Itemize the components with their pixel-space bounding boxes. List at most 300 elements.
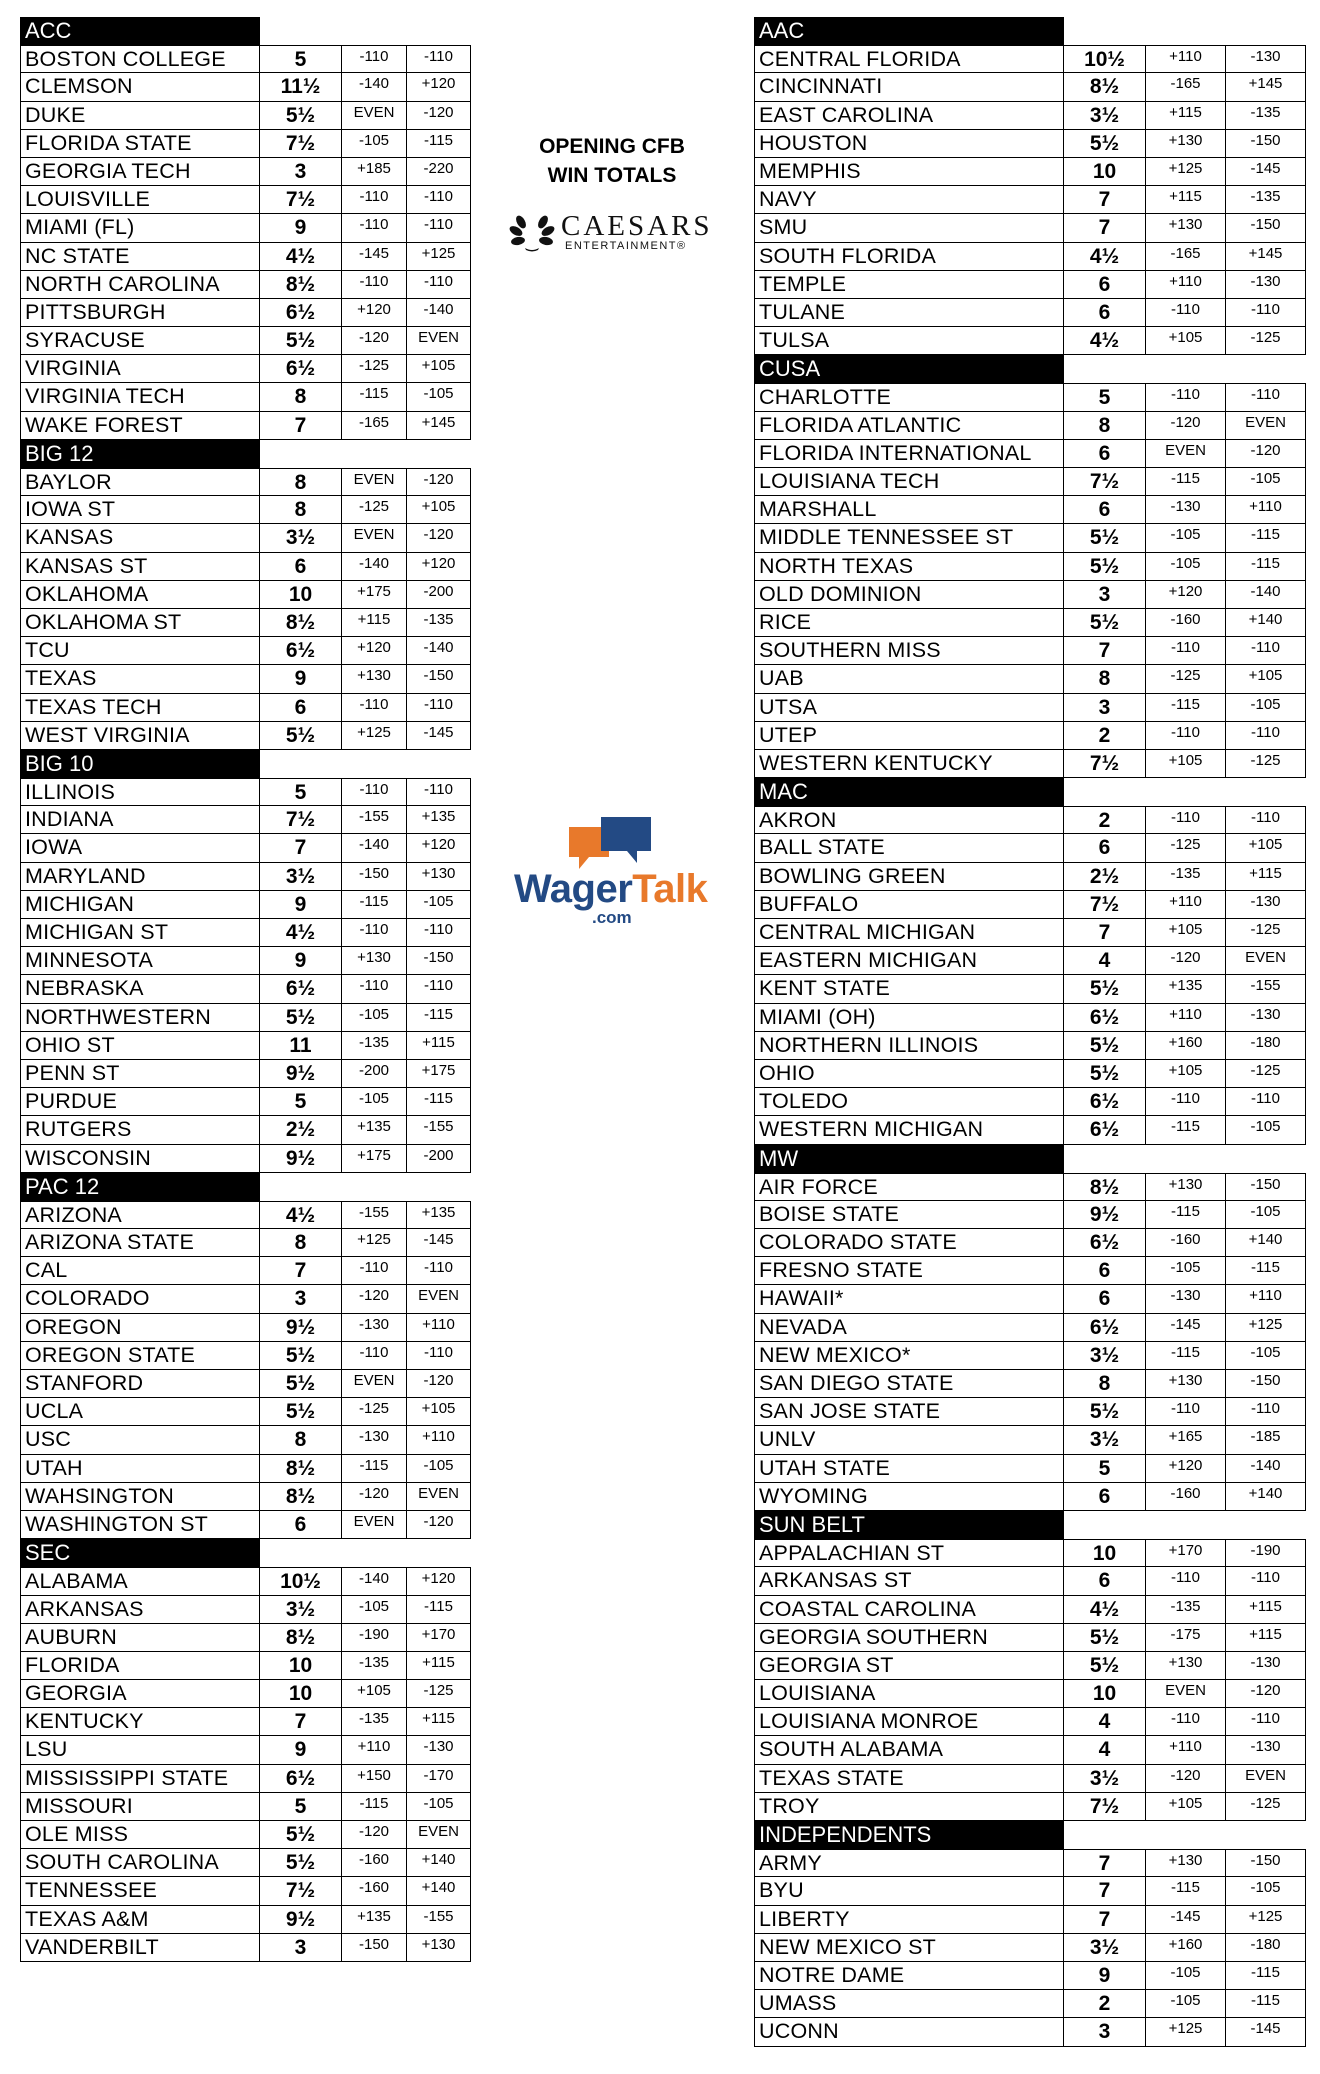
caesars-brand-name: CAESARS: [561, 210, 713, 242]
under-odds: +145: [1226, 243, 1306, 271]
table-row: [20, 665, 471, 693]
team-name: OLE MISS: [20, 1821, 260, 1849]
win-total: 8½: [1064, 1173, 1146, 1201]
over-odds: +130: [342, 947, 407, 975]
over-odds: -135: [1146, 863, 1226, 891]
under-odds: -105: [1226, 468, 1306, 496]
team-name: MEMPHIS: [754, 158, 1064, 186]
wagertalk-wordmark: [514, 867, 707, 912]
conference-name: SUN BELT: [754, 1511, 1064, 1539]
table-row: [754, 243, 1306, 271]
under-odds: -150: [1226, 214, 1306, 242]
under-odds: +140: [407, 1877, 471, 1905]
team-name: ILLINOIS: [20, 778, 260, 806]
win-total: 11½: [260, 73, 342, 101]
over-odds: -115: [1146, 1342, 1226, 1370]
over-odds: -110: [1146, 1088, 1226, 1116]
team-name: TEXAS TECH: [20, 694, 260, 722]
table-row: [754, 722, 1306, 750]
under-odds: -145: [407, 1229, 471, 1257]
win-total: 4: [1064, 1736, 1146, 1764]
table-row: [754, 468, 1306, 496]
win-total: 8: [1064, 412, 1146, 440]
under-odds: -110: [407, 45, 471, 73]
table-row: [20, 891, 471, 919]
table-row: [20, 1680, 471, 1708]
win-total: 5½: [1064, 130, 1146, 158]
table-row: [754, 665, 1306, 693]
under-odds: -140: [1226, 581, 1306, 609]
under-odds: -145: [1226, 2018, 1306, 2046]
team-name: SAN JOSE STATE: [754, 1398, 1064, 1426]
under-odds: -115: [1226, 524, 1306, 552]
win-total: 5½: [1064, 553, 1146, 581]
win-total: 2½: [1064, 863, 1146, 891]
under-odds: -155: [407, 1906, 471, 1934]
team-name: RICE: [754, 609, 1064, 637]
under-odds: -110: [407, 214, 471, 242]
table-row: [754, 637, 1306, 665]
team-name: BOWLING GREEN: [754, 863, 1064, 891]
team-name: DUKE: [20, 102, 260, 130]
table-row: [20, 186, 471, 214]
team-name: ARKANSAS ST: [754, 1567, 1064, 1595]
team-name: MISSOURI: [20, 1793, 260, 1821]
table-row: [754, 1455, 1306, 1483]
conference-header: [20, 750, 471, 778]
wagertalk-word-2: Talk: [632, 867, 708, 911]
win-total: 7½: [1064, 750, 1146, 778]
table-row: [754, 73, 1306, 101]
table-row: [20, 1257, 471, 1285]
win-total: 8: [260, 1426, 342, 1454]
under-odds: +105: [407, 355, 471, 383]
over-odds: -160: [1146, 609, 1226, 637]
table-row: [20, 581, 471, 609]
table-row: [754, 1314, 1306, 1342]
team-name: NC STATE: [20, 243, 260, 271]
over-odds: +110: [1146, 45, 1226, 73]
win-total: 5: [260, 778, 342, 806]
win-total: 9: [260, 214, 342, 242]
table-row: [20, 1821, 471, 1849]
team-name: WAHSINGTON: [20, 1483, 260, 1511]
win-total: 10½: [1064, 45, 1146, 73]
over-odds: -165: [1146, 243, 1226, 271]
table-row: [20, 806, 471, 834]
over-odds: -190: [342, 1624, 407, 1652]
team-name: WISCONSIN: [20, 1145, 260, 1173]
win-total: 4½: [260, 1201, 342, 1229]
win-total: 9½: [260, 1314, 342, 1342]
over-odds: +120: [342, 637, 407, 665]
win-total: 8: [260, 496, 342, 524]
under-odds: -135: [1226, 102, 1306, 130]
team-name: TEXAS A&M: [20, 1906, 260, 1934]
under-odds: -105: [1226, 694, 1306, 722]
over-odds: -135: [342, 1032, 407, 1060]
win-total: 5: [1064, 383, 1146, 411]
under-odds: -105: [1226, 1877, 1306, 1905]
table-row: [754, 1962, 1306, 1990]
team-name: NOTRE DAME: [754, 1962, 1064, 1990]
conference-header: [754, 1145, 1306, 1173]
table-row: [20, 1398, 471, 1426]
over-odds: -105: [342, 1004, 407, 1032]
table-row: [20, 1849, 471, 1877]
team-name: EAST CAROLINA: [754, 102, 1064, 130]
over-odds: -115: [1146, 1116, 1226, 1144]
win-total: 7½: [1064, 468, 1146, 496]
table-row: [754, 1736, 1306, 1764]
under-odds: EVEN: [1226, 947, 1306, 975]
under-odds: -120: [1226, 1680, 1306, 1708]
table-row: [20, 243, 471, 271]
table-row: [754, 496, 1306, 524]
over-odds: +175: [342, 1145, 407, 1173]
team-name: WYOMING: [754, 1483, 1064, 1511]
over-odds: +150: [342, 1765, 407, 1793]
table-row: [754, 214, 1306, 242]
team-name: NEBRASKA: [20, 975, 260, 1003]
conference-header: [754, 1821, 1306, 1849]
under-odds: +140: [407, 1849, 471, 1877]
table-row: [20, 1934, 471, 1962]
win-total: 5: [260, 1793, 342, 1821]
under-odds: -180: [1226, 1934, 1306, 1962]
over-odds: -200: [342, 1060, 407, 1088]
under-odds: -110: [407, 778, 471, 806]
table-row: [20, 130, 471, 158]
team-name: OHIO ST: [20, 1032, 260, 1060]
table-row: [20, 1342, 471, 1370]
table-row: [20, 1652, 471, 1680]
under-odds: +140: [1226, 609, 1306, 637]
win-total: 8: [260, 1229, 342, 1257]
over-odds: -110: [1146, 722, 1226, 750]
over-odds: -160: [1146, 1483, 1226, 1511]
win-total: 3: [260, 1285, 342, 1313]
team-name: SOUTH FLORIDA: [754, 243, 1064, 271]
under-odds: -130: [1226, 271, 1306, 299]
team-name: MARSHALL: [754, 496, 1064, 524]
win-total: 7: [1064, 214, 1146, 242]
under-odds: -145: [407, 722, 471, 750]
table-row: [754, 1652, 1306, 1680]
win-total: 8½: [1064, 73, 1146, 101]
over-odds: -110: [342, 1257, 407, 1285]
over-odds: -120: [342, 327, 407, 355]
team-name: ARKANSAS: [20, 1596, 260, 1624]
over-odds: -125: [1146, 665, 1226, 693]
team-name: WESTERN MICHIGAN: [754, 1116, 1064, 1144]
win-total: 3½: [260, 863, 342, 891]
table-row: [754, 440, 1306, 468]
under-odds: -120: [407, 468, 471, 496]
team-name: UCLA: [20, 1398, 260, 1426]
under-odds: -200: [407, 581, 471, 609]
win-total: 7: [1064, 1877, 1146, 1905]
over-odds: -125: [342, 496, 407, 524]
promo-title-line-2: WIN TOTALS: [547, 164, 677, 187]
team-name: ARIZONA: [20, 1201, 260, 1229]
under-odds: -115: [407, 1596, 471, 1624]
table-row: [754, 975, 1306, 1003]
team-name: STANFORD: [20, 1370, 260, 1398]
under-odds: +125: [407, 243, 471, 271]
team-name: CENTRAL FLORIDA: [754, 45, 1064, 73]
team-name: COASTAL CAROLINA: [754, 1596, 1064, 1624]
over-odds: -160: [342, 1849, 407, 1877]
conference-header: [20, 440, 471, 468]
conference-name: BIG 10: [20, 750, 260, 778]
win-total: 7½: [260, 806, 342, 834]
table-row: [20, 778, 471, 806]
over-odds: +135: [1146, 975, 1226, 1003]
table-row: [754, 1624, 1306, 1652]
under-odds: -150: [1226, 1370, 1306, 1398]
over-odds: -145: [1146, 1906, 1226, 1934]
table-row: [754, 1539, 1306, 1567]
conference-header: [754, 17, 1306, 45]
win-total: 6½: [1064, 1088, 1146, 1116]
win-total: 7: [260, 1257, 342, 1285]
over-odds: -110: [342, 45, 407, 73]
over-odds: -130: [1146, 1285, 1226, 1313]
win-total: 5½: [260, 1821, 342, 1849]
under-odds: -110: [1226, 722, 1306, 750]
team-name: EASTERN MICHIGAN: [754, 947, 1064, 975]
table-row: [20, 975, 471, 1003]
table-row: [754, 947, 1306, 975]
win-total: 9: [260, 1736, 342, 1764]
table-row: [754, 45, 1306, 73]
table-row: [20, 1426, 471, 1454]
conference-name: BIG 12: [20, 440, 260, 468]
win-total: 9½: [260, 1060, 342, 1088]
table-row: [754, 1229, 1306, 1257]
over-odds: +130: [1146, 1370, 1226, 1398]
under-odds: -145: [1226, 158, 1306, 186]
under-odds: -130: [1226, 1004, 1306, 1032]
table-row: [754, 1596, 1306, 1624]
over-odds: -110: [342, 778, 407, 806]
team-name: FLORIDA: [20, 1652, 260, 1680]
win-total: 5: [260, 45, 342, 73]
win-total: 10½: [260, 1567, 342, 1595]
over-odds: -145: [342, 243, 407, 271]
team-name: LOUISVILLE: [20, 186, 260, 214]
team-name: CAL: [20, 1257, 260, 1285]
over-odds: +105: [1146, 919, 1226, 947]
under-odds: EVEN: [407, 1285, 471, 1313]
over-odds: -110: [342, 214, 407, 242]
table-row: [20, 1201, 471, 1229]
win-total: 5½: [1064, 1624, 1146, 1652]
table-row: [754, 1116, 1306, 1144]
under-odds: -115: [1226, 1990, 1306, 2018]
team-name: TEMPLE: [754, 271, 1064, 299]
under-odds: -150: [1226, 130, 1306, 158]
under-odds: +130: [407, 863, 471, 891]
table-row: [754, 1060, 1306, 1088]
team-name: BAYLOR: [20, 468, 260, 496]
win-total: 9½: [1064, 1201, 1146, 1229]
laurel-wreath-icon: [509, 214, 555, 252]
team-name: LSU: [20, 1736, 260, 1764]
conference-header: [20, 1173, 471, 1201]
over-odds: -115: [1146, 1877, 1226, 1905]
table-row: [20, 1596, 471, 1624]
table-row: [20, 214, 471, 242]
win-total: 6: [1064, 1483, 1146, 1511]
table-row: [754, 1426, 1306, 1454]
over-odds: +125: [1146, 158, 1226, 186]
win-total: 8: [260, 383, 342, 411]
under-odds: +115: [1226, 1624, 1306, 1652]
win-total: 4: [1064, 1708, 1146, 1736]
team-name: VANDERBILT: [20, 1934, 260, 1962]
under-odds: +110: [407, 1314, 471, 1342]
table-row: [754, 609, 1306, 637]
under-odds: -120: [407, 102, 471, 130]
over-odds: -150: [342, 863, 407, 891]
over-odds: -130: [1146, 496, 1226, 524]
team-name: MIDDLE TENNESSEE ST: [754, 524, 1064, 552]
win-total: 6½: [1064, 1314, 1146, 1342]
table-row: [754, 1906, 1306, 1934]
table-row: [754, 130, 1306, 158]
table-row: [20, 1314, 471, 1342]
win-total: 5½: [260, 1849, 342, 1877]
win-total: 9: [260, 665, 342, 693]
table-row: [754, 863, 1306, 891]
win-total: 5½: [260, 1004, 342, 1032]
table-row: [20, 1229, 471, 1257]
win-total: 5½: [260, 102, 342, 130]
over-odds: -115: [342, 383, 407, 411]
over-odds: -120: [342, 1285, 407, 1313]
under-odds: -130: [1226, 1652, 1306, 1680]
under-odds: +135: [407, 1201, 471, 1229]
promo-title-line-1: OPENING CFB: [539, 135, 685, 158]
under-odds: -130: [1226, 1736, 1306, 1764]
conference-name: SEC: [20, 1539, 260, 1567]
team-name: CLEMSON: [20, 73, 260, 101]
win-total: 8½: [260, 1483, 342, 1511]
under-odds: -135: [407, 609, 471, 637]
table-row: [754, 2018, 1306, 2046]
table-row: [20, 73, 471, 101]
table-row: [20, 158, 471, 186]
under-odds: -125: [407, 1680, 471, 1708]
table-row: [754, 919, 1306, 947]
win-total: 2: [1064, 806, 1146, 834]
over-odds: -145: [1146, 1314, 1226, 1342]
over-odds: -105: [342, 1088, 407, 1116]
under-odds: +115: [407, 1032, 471, 1060]
over-odds: +130: [1146, 214, 1226, 242]
over-odds: +115: [342, 609, 407, 637]
under-odds: -110: [407, 694, 471, 722]
win-total: 3½: [260, 524, 342, 552]
table-row: [20, 355, 471, 383]
under-odds: -155: [1226, 975, 1306, 1003]
under-odds: -110: [1226, 806, 1306, 834]
win-total: 10: [1064, 158, 1146, 186]
team-name: FRESNO STATE: [754, 1257, 1064, 1285]
under-odds: -110: [1226, 637, 1306, 665]
win-total: 9½: [260, 1906, 342, 1934]
over-odds: +110: [1146, 1736, 1226, 1764]
team-name: BYU: [754, 1877, 1064, 1905]
team-name: KANSAS ST: [20, 553, 260, 581]
over-odds: -125: [1146, 834, 1226, 862]
under-odds: -110: [407, 271, 471, 299]
table-row: [754, 891, 1306, 919]
team-name: FLORIDA ATLANTIC: [754, 412, 1064, 440]
win-total: 8½: [260, 609, 342, 637]
team-name: OREGON STATE: [20, 1342, 260, 1370]
table-row: [754, 1173, 1306, 1201]
win-total: 9: [1064, 1962, 1146, 1990]
team-name: HOUSTON: [754, 130, 1064, 158]
under-odds: -105: [1226, 1201, 1306, 1229]
over-odds: +110: [1146, 271, 1226, 299]
under-odds: +145: [407, 412, 471, 440]
win-total: 5½: [1064, 609, 1146, 637]
win-total: 11: [260, 1032, 342, 1060]
under-odds: +120: [407, 553, 471, 581]
team-name: CENTRAL MICHIGAN: [754, 919, 1064, 947]
win-total: 10: [260, 581, 342, 609]
win-total: 8: [1064, 665, 1146, 693]
table-row: [754, 299, 1306, 327]
under-odds: +145: [1226, 73, 1306, 101]
over-odds: -130: [342, 1314, 407, 1342]
table-row: [20, 1567, 471, 1595]
team-name: UAB: [754, 665, 1064, 693]
table-row: [20, 299, 471, 327]
table-row: [754, 581, 1306, 609]
team-name: PITTSBURGH: [20, 299, 260, 327]
over-odds: -125: [342, 355, 407, 383]
table-row: [754, 1032, 1306, 1060]
under-odds: -130: [1226, 891, 1306, 919]
under-odds: +175: [407, 1060, 471, 1088]
table-row: [754, 1370, 1306, 1398]
left-column: [20, 17, 471, 1962]
under-odds: -110: [1226, 383, 1306, 411]
over-odds: +120: [342, 299, 407, 327]
team-name: FLORIDA INTERNATIONAL: [754, 440, 1064, 468]
table-row: [754, 1004, 1306, 1032]
table-row: [754, 1342, 1306, 1370]
win-total: 5½: [1064, 1652, 1146, 1680]
over-odds: -115: [1146, 468, 1226, 496]
team-name: UTAH: [20, 1455, 260, 1483]
table-row: [754, 186, 1306, 214]
under-odds: -130: [407, 1736, 471, 1764]
under-odds: -155: [407, 1116, 471, 1144]
win-total: 7½: [260, 130, 342, 158]
win-total: 4½: [1064, 327, 1146, 355]
win-total: 7: [260, 834, 342, 862]
win-total: 9: [260, 947, 342, 975]
under-odds: -140: [407, 637, 471, 665]
team-name: MARYLAND: [20, 863, 260, 891]
team-name: WEST VIRGINIA: [20, 722, 260, 750]
